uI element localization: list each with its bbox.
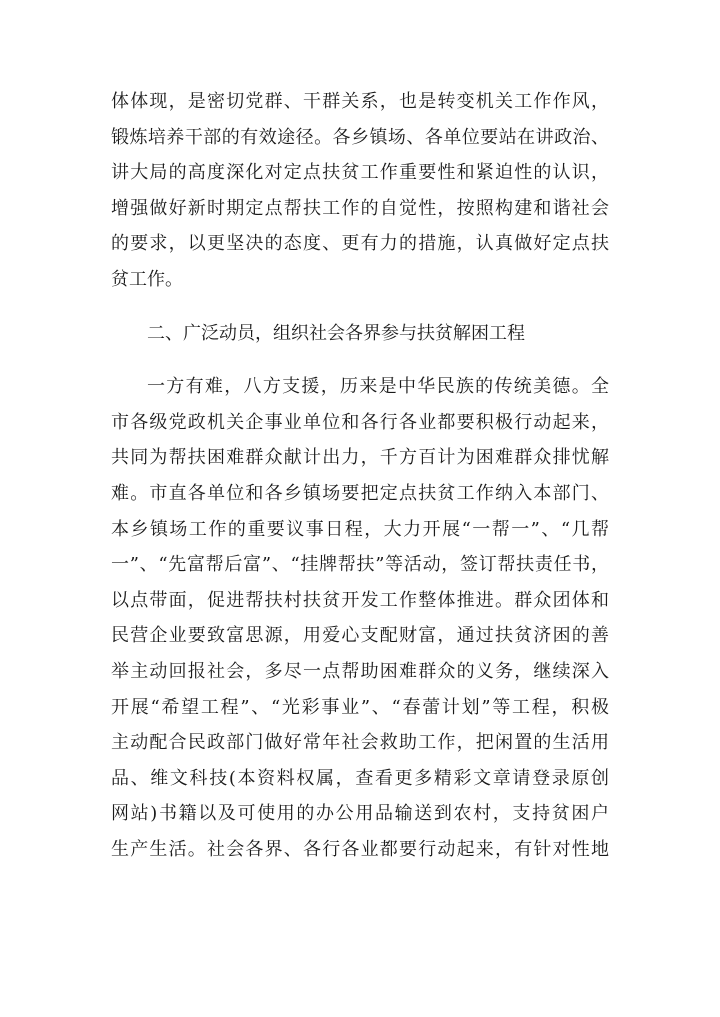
document-body — [111, 84, 609, 867]
section-heading: 二、广泛动员，组织社会各界参与扶贫解困工程 — [147, 322, 525, 344]
text-line: 贫工作。 — [111, 268, 183, 290]
text-line: 市各级党政机关企事业单位和各行各业都要积极行动起来， — [111, 411, 609, 433]
text-line: 体体现，是密切党群、干群关系，也是转变机关工作作风， — [111, 91, 609, 112]
text-line: 共同为帮扶困难群众献计出力，千方百计为困难群众排忧解 — [111, 447, 609, 469]
text-line: 一方有难，八方支援，历来是中华民族的传统美德。全 — [147, 376, 609, 398]
text-line: 的要求，以更坚决的态度、更有力的措施，认真做好定点扶 — [111, 233, 609, 255]
text-line: 以点带面，促进帮扶村扶贫开发工作整体推进。群众团体和 — [111, 589, 609, 611]
text-line: 民营企业要致富思源，用爱心支配财富，通过扶贫济困的善 — [111, 625, 609, 647]
paragraph-1 — [111, 84, 609, 298]
text-line: 品、维文科技(本资料权属，查看更多精彩文章请登录原创 — [111, 767, 609, 789]
text-line: 增强做好新时期定点帮扶工作的自觉性，按照构建和谐社会 — [111, 197, 609, 219]
text-line: 网站)书籍以及可使用的办公用品输送到农村，支持贫困户 — [111, 803, 609, 825]
text-line: 锻炼培养干部的有效途径。各乡镇场、各单位要站在讲政治、 — [111, 126, 609, 148]
text-line: 难。市直各单位和各乡镇场要把定点扶贫工作纳入本部门、 — [111, 482, 609, 504]
text-line: 生产生活。社会各界、各行各业都要行动起来，有针对性地 — [111, 838, 609, 860]
text-line: 举主动回报社会，多尽一点帮助困难群众的义务，继续深入 — [111, 660, 609, 682]
text-line: 讲大局的高度深化对定点扶贫工作重要性和紧迫性的认识， — [111, 162, 609, 184]
paragraph-2 — [111, 369, 609, 867]
text-line: 开展“希望工程”、“光彩事业”、“春蕾计划”等工程，积极 — [111, 696, 609, 718]
text-line: 一”、“先富帮后富”、“挂牌帮扶”等活动，签订帮扶责任书， — [111, 554, 609, 576]
text-line: 本乡镇场工作的重要议事日程，大力开展“一帮一”、“几帮 — [111, 518, 609, 540]
text-line: 主动配合民政部门做好常年社会救助工作，把闲置的生活用 — [111, 732, 609, 754]
